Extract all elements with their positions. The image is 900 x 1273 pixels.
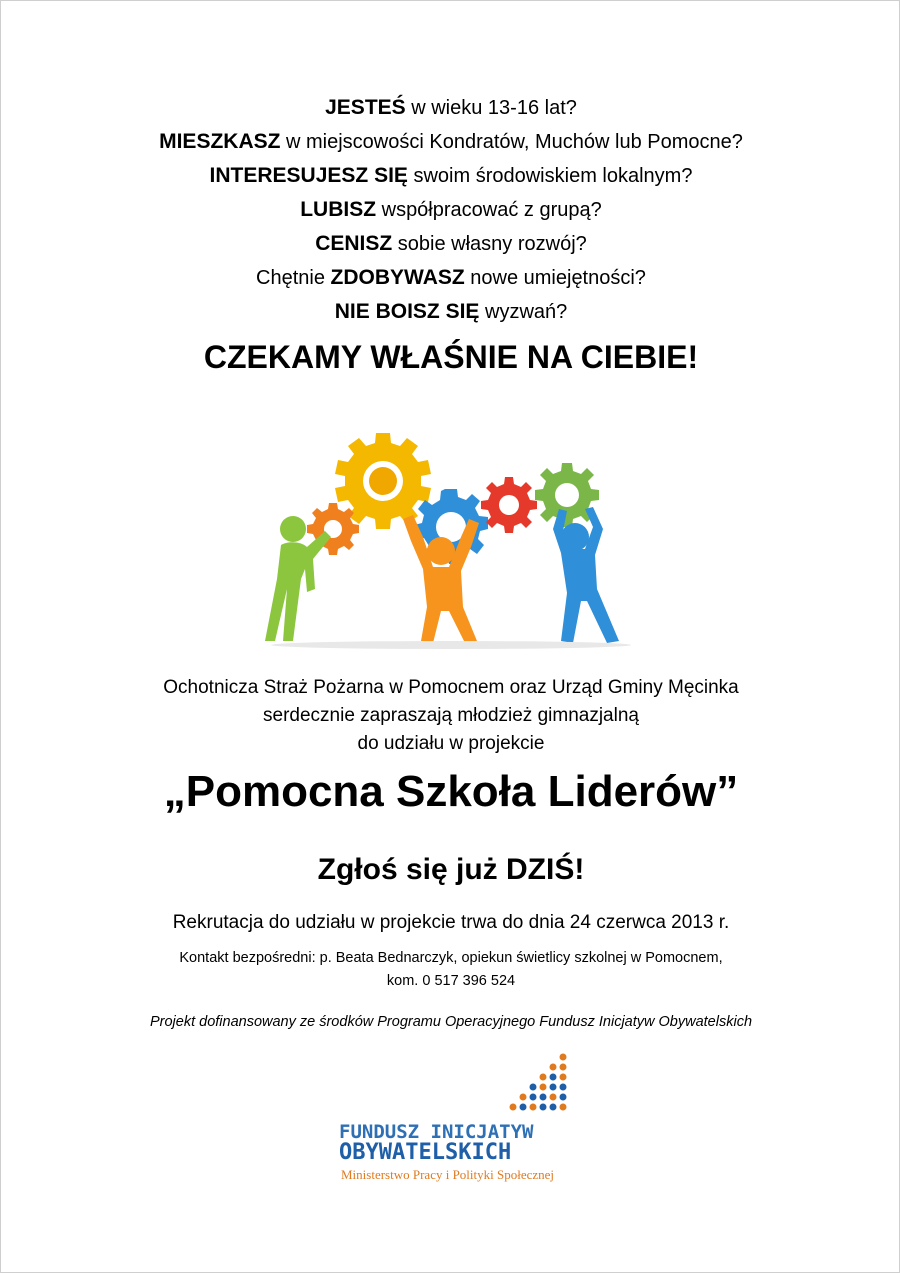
call-to-action: Zgłoś się już DZIŚ! — [317, 853, 585, 886]
invitation-line: serdecznie zapraszają młodzież gimnazjalną — [263, 705, 639, 726]
invitation-line: do udziału w projekcie — [357, 733, 545, 754]
invitation-text — [1, 674, 900, 758]
teamwork-gears-illustration — [263, 429, 639, 651]
contact-line: Kontakt bezpośredni: p. Beata Bednarczyk, opiekun świetlicy szkolnej w Pomocnem, — [179, 950, 723, 966]
contact-phone: kom. 0 517 396 524 — [386, 973, 516, 989]
headline: CZEKAMY WŁAŚNIE NA CIEBIE! — [203, 339, 699, 375]
question-line: MIESZKASZ w miejscowości Kondratów, Muchów lub Pomocne? — [159, 130, 743, 153]
logo-dots-icon — [509, 1053, 569, 1113]
blue-figure-icon — [553, 507, 619, 643]
question-line: Chętnie ZDOBYWASZ nowe umiejętności? — [256, 266, 646, 289]
red-gear-icon — [481, 477, 537, 533]
question-line: LUBISZ współpracować z grupą? — [300, 198, 602, 221]
fio-logo — [335, 1053, 575, 1188]
recruitment-deadline: Rekrutacja do udziału w projekcie trwa do dnia 24 czerwca 2013 r. — [172, 912, 730, 933]
question-list — [1, 91, 900, 329]
project-title: „Pomocna Szkoła Liderów” — [163, 767, 739, 816]
funding-note: Projekt dofinansowany ze środków Programu Operacyjnego Fundusz Inicjatyw Obywatelskich — [149, 1014, 753, 1030]
contact-info — [1, 947, 900, 993]
logo-ministry-text: Ministerstwo Pracy i Polityki Społecznej — [341, 1167, 555, 1182]
question-line: NIE BOISZ SIĘ wyzwań? — [334, 300, 568, 323]
question-line: JESTEŚ w wieku 13-16 lat? — [325, 96, 577, 119]
question-line: CENISZ sobie własny rozwój? — [315, 232, 587, 255]
invitation-line: Ochotnicza Straż Pożarna w Pomocnem oraz Urząd Gminy Męcinka — [163, 677, 739, 698]
logo-text-main: OBYWATELSKICH — [339, 1140, 512, 1165]
question-line: INTERESUJESZ SIĘ swoim środowiskiem lokalnym? — [209, 164, 693, 187]
green-figure-icon — [265, 516, 331, 641]
logo-text-top: FUNDUSZ INICJATYW — [339, 1121, 534, 1143]
